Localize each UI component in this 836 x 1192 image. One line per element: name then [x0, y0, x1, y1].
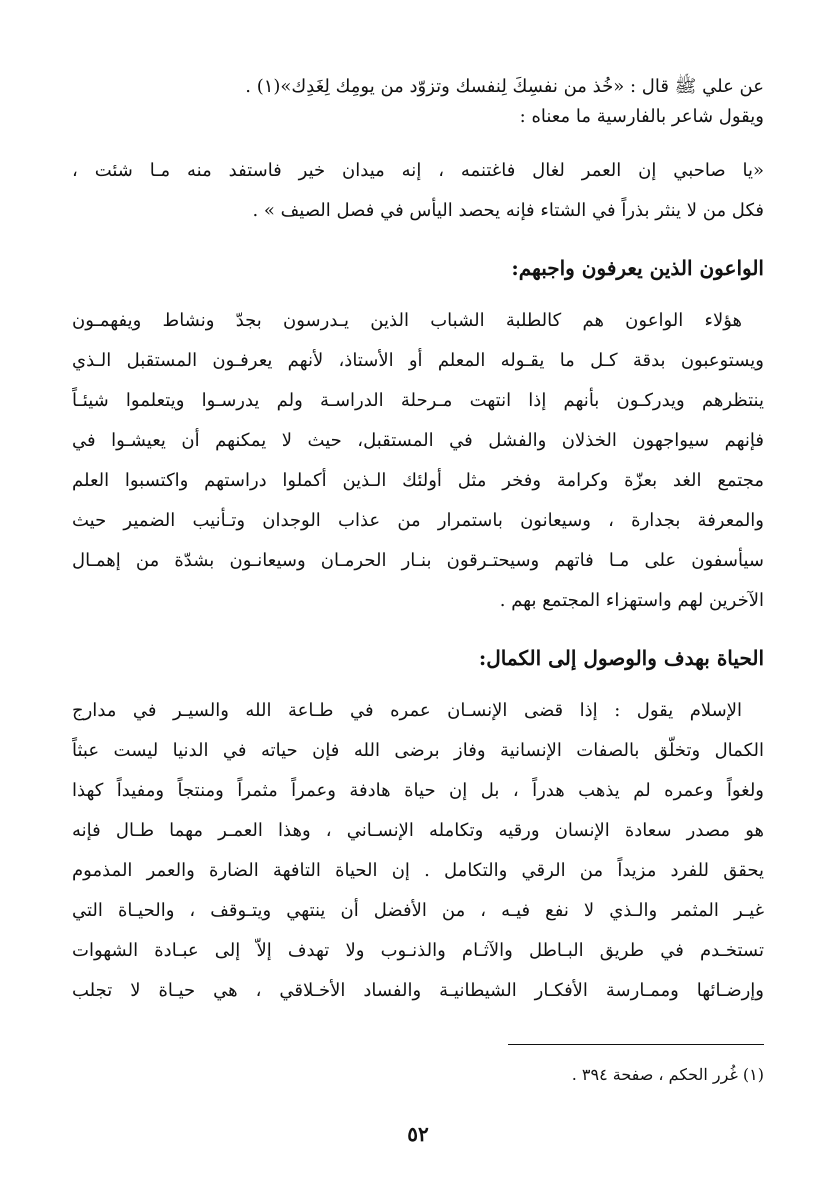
paragraph-line: مجتمع الغد بعزّة وكرامة وفخر مثل أولئك الـذين أكملوا دراستهم واكتسبوا العلم [72, 470, 764, 491]
paragraph-line: ويستوعبون بدقة كـل ما يقـوله المعلم أو الأستاذ، لأنهم يعرفـون المستقبل الـذي [72, 350, 764, 371]
paragraph-line: غيـر المثمر والـذي لا نفع فيـه ، من الأفضل أن ينتهي ويتـوقف ، والحيـاة التي [72, 900, 764, 921]
paragraph-line: ولغواً وعمره لم يذهب هدراً ، بل إن حياة هادفة وعمراً مثمراً ومنتجاً ومفيداً كهذا [72, 780, 764, 801]
footnote-divider [508, 1044, 764, 1045]
book-page [72, 62, 764, 1192]
paragraph-line: سيأسفون على مـا فاتهم وسيحتـرقون بنـار الحرمـان وسيعانـون بشدّة من إهمـال [72, 550, 764, 571]
intro-line-1: عن علي ﷺ قال : «خُذ من نفسِكَ لِنفسك وتزوّد من يومِك لِغَدِك»(١) . [245, 76, 764, 97]
paragraph-line: فإنهم سيواجهون الخذلان والفشل في المستقبل، حيث لا يمكنهم أن يعيشـوا في [72, 430, 764, 451]
quote-line-1: «يا صاحبي إن العمر لغال فاغتنمه ، إنه ميدان خير فاستفد منه مـا شئت ، [72, 160, 764, 181]
quote-line-2: فكل من لا ينثر بذراً في الشتاء فإنه يحصد اليأس في فصل الصيف » . [252, 200, 764, 221]
paragraph-line: وإرضـائها وممـارسة الأفكـار الشيطانيـة والفساد الأخـلاقي ، هي حيـاة لا تجلب [72, 980, 764, 1001]
paragraph-line: الكمال وتخلّق بالصفات الإنسانية وفاز برضى الله فإن حياته في الدنيا ليست عبثاً [72, 740, 764, 761]
paragraph-line: يحقق للفرد مزيداً من الرقي والتكامل . إن الحياة التافهة الضارة والعمر المذموم [72, 860, 764, 881]
paragraph-line: والمعرفة بجدارة ، وسيعانون باستمرار من عذاب الوجدان وتـأنيب الضمير حيث [72, 510, 764, 531]
paragraph-line: الإسلام يقول : إذا قضى الإنسـان عمره في طـاعة الله والسيـر في مدارج [72, 700, 742, 721]
footnote: (١) غُرر الحكم ، صفحة ٣٩٤ . [571, 1065, 764, 1084]
paragraph-line: هو مصدر سعادة الإنسان ورقيه وتكامله الإنسـاني ، وهذا العمـر مهما طـال فإنه [72, 820, 764, 841]
section-heading-purposeful-life: الحياة بهدف والوصول إلى الكمال: [478, 646, 764, 670]
intro-line-2: ويقول شاعر بالفارسية ما معناه : [519, 106, 764, 127]
paragraph-line: الآخرين لهم واستهزاء المجتمع بهم . [499, 590, 764, 611]
paragraph-line: هؤلاء الواعون هم كالطلبة الشباب الذين يـدرسون بجدّ ونشاط ويفهمـون [72, 310, 742, 331]
section-heading-aware: الواعون الذين يعرفون واجبهم: [511, 256, 764, 280]
page-number: ٥٢ [407, 1122, 429, 1146]
paragraph-line: ينتظرهم ويدركـون بأنهم إذا انتهت مـرحلة الدراسـة ولم يدرسـوا ويتعلموا شيئـاً [72, 390, 764, 411]
paragraph-line: تستخـدم في طريق البـاطل والآثـام والذنـوب ولا تهدف إلاّ إلى عبـادة الشهوات [72, 940, 764, 961]
